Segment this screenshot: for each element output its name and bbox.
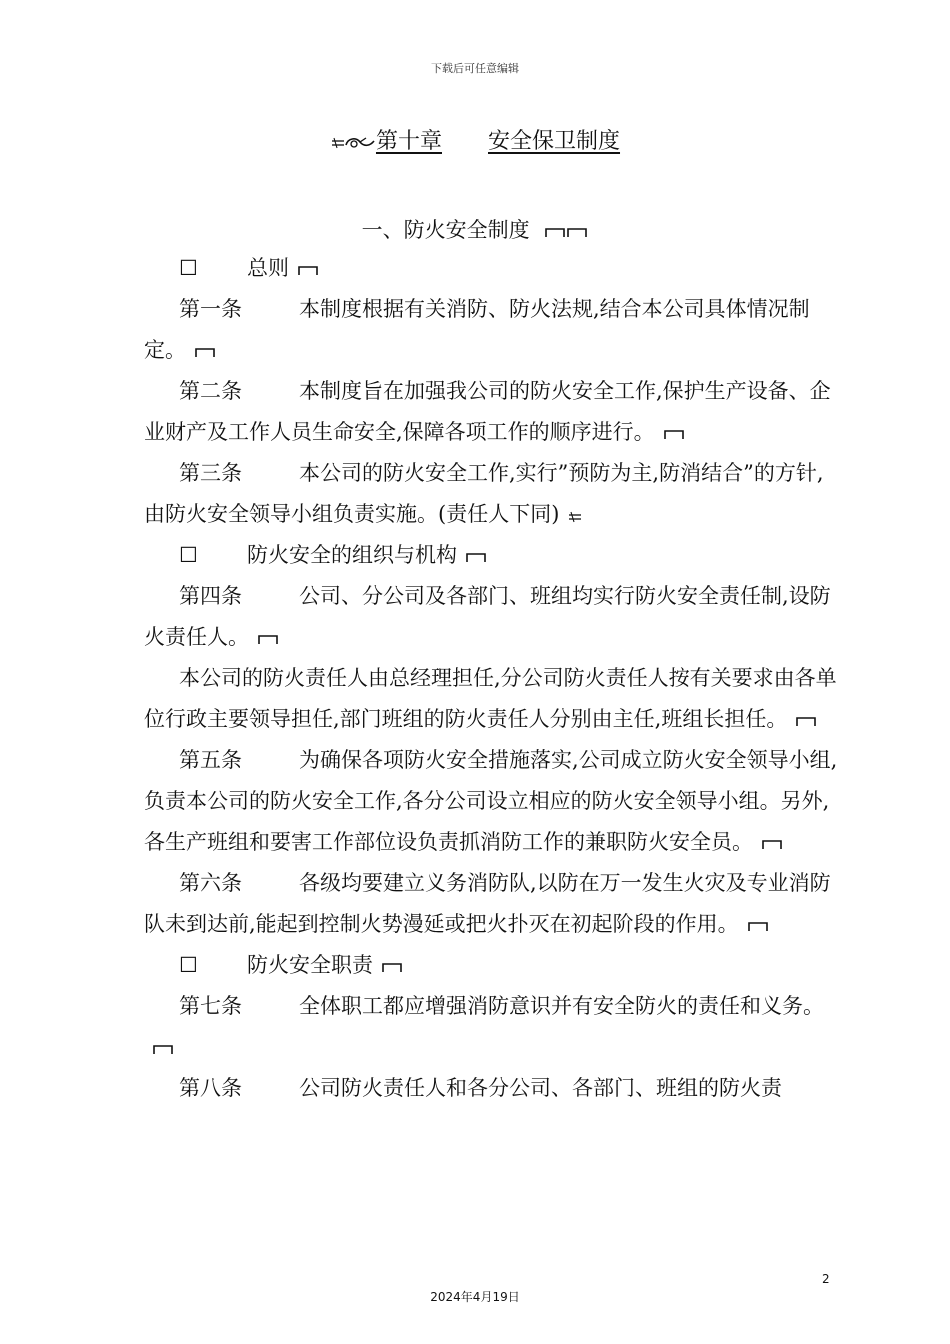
checkbox-icon: ☐ — [179, 953, 198, 977]
heading-text: 防火安全的组织与机构 — [247, 543, 457, 567]
article-label: 第四条 — [179, 584, 242, 608]
paragraph-mark-icon — [747, 919, 769, 933]
section-title-text: 一、防火安全制度 — [361, 218, 530, 242]
article-label: 第三条 — [179, 461, 242, 485]
article-label: 第八条 — [179, 1076, 242, 1100]
article-7 — [144, 986, 844, 1068]
article-text: 为确保各项防火安全措施落实,公司成立防火安全领导小组,负责本公司的防火安全工作,各分公司设立相应的防火安全领导小组。另外,各生产班组和要害工作部位设负责抓消防工作的兼职防火安全员。 — [144, 748, 838, 854]
paragraph-mark-icon — [194, 345, 216, 359]
heading-organization — [144, 535, 844, 576]
article-text: 公司防火责任人和各分公司、各部门、班组的防火责 — [299, 1076, 782, 1100]
section-title — [0, 214, 950, 244]
article-label: 第七条 — [179, 994, 242, 1018]
paragraph-mark-icon — [297, 263, 319, 277]
article-4 — [144, 576, 844, 658]
article-text: 各级均要建立义务消防队,以防在万一发生火灾及专业消防队未到达前,能起到控制火势漫延或把火扑灭在初起阶段的作用。 — [144, 871, 831, 936]
heading-text: 总则 — [247, 256, 289, 280]
page-header: 下载后可任意编辑 — [431, 62, 519, 75]
chapter-title — [0, 124, 950, 155]
article-label: 第五条 — [179, 748, 242, 772]
checkbox-icon: ☐ — [179, 543, 198, 567]
paragraph-mark-icon — [795, 714, 817, 728]
chapter-number: 第十章 — [375, 129, 442, 154]
page-number: 2 — [822, 1272, 830, 1286]
paragraph-mark-icon — [381, 960, 403, 974]
paragraph-mark-icon — [465, 550, 487, 564]
article-5 — [144, 740, 844, 863]
checkbox-icon: ☐ — [179, 256, 198, 280]
article-label: 第六条 — [179, 871, 242, 895]
heading-general — [144, 248, 844, 289]
paragraph-text: 本公司的防火责任人由总经理担任,分公司防火责任人按有关要求由各单位行政主要领导担任,部门班组的防火责任人分别由主任,班组长担任。 — [144, 666, 837, 731]
article-label: 第一条 — [179, 297, 242, 321]
paragraph-responsible — [144, 658, 844, 740]
article-6 — [144, 863, 844, 945]
paragraph-mark-icon — [152, 1042, 174, 1056]
heading-text: 防火安全职责 — [247, 953, 373, 977]
heading-duties — [144, 945, 844, 986]
paragraph-mark-icon — [663, 427, 685, 441]
line-break-mark-icon — [567, 509, 589, 523]
paragraph-mark-icon — [761, 837, 783, 851]
article-3 — [144, 453, 844, 535]
paragraph-mark-icon — [257, 632, 279, 646]
chapter-mark-icon — [330, 132, 376, 152]
article-text: 公司、分公司及各部门、班组均实行防火安全责任制,设防火责任人。 — [144, 584, 831, 649]
chapter-name: 安全保卫制度 — [488, 129, 621, 154]
article-2 — [144, 371, 844, 453]
footer-date: 2024年4月19日 — [430, 1290, 520, 1304]
article-text: 本制度根据有关消防、防火法规,结合本公司具体情况制定。 — [144, 297, 810, 362]
article-1 — [144, 289, 844, 371]
document-body — [144, 248, 844, 1109]
article-8 — [144, 1068, 844, 1109]
article-text: 本制度旨在加强我公司的防火安全工作,保护生产设备、企业财产及工作人员生命安全,保障各项工作的顺序进行。 — [144, 379, 831, 444]
paragraph-mark-icon — [544, 225, 588, 239]
article-text: 全体职工都应增强消防意识并有安全防火的责任和义务。 — [299, 994, 824, 1018]
article-label: 第二条 — [179, 379, 242, 403]
article-text: 本公司的防火安全工作,实行”预防为主,防消结合”的方针,由防火安全领导小组负责实施。(责任人下同) — [144, 461, 824, 526]
